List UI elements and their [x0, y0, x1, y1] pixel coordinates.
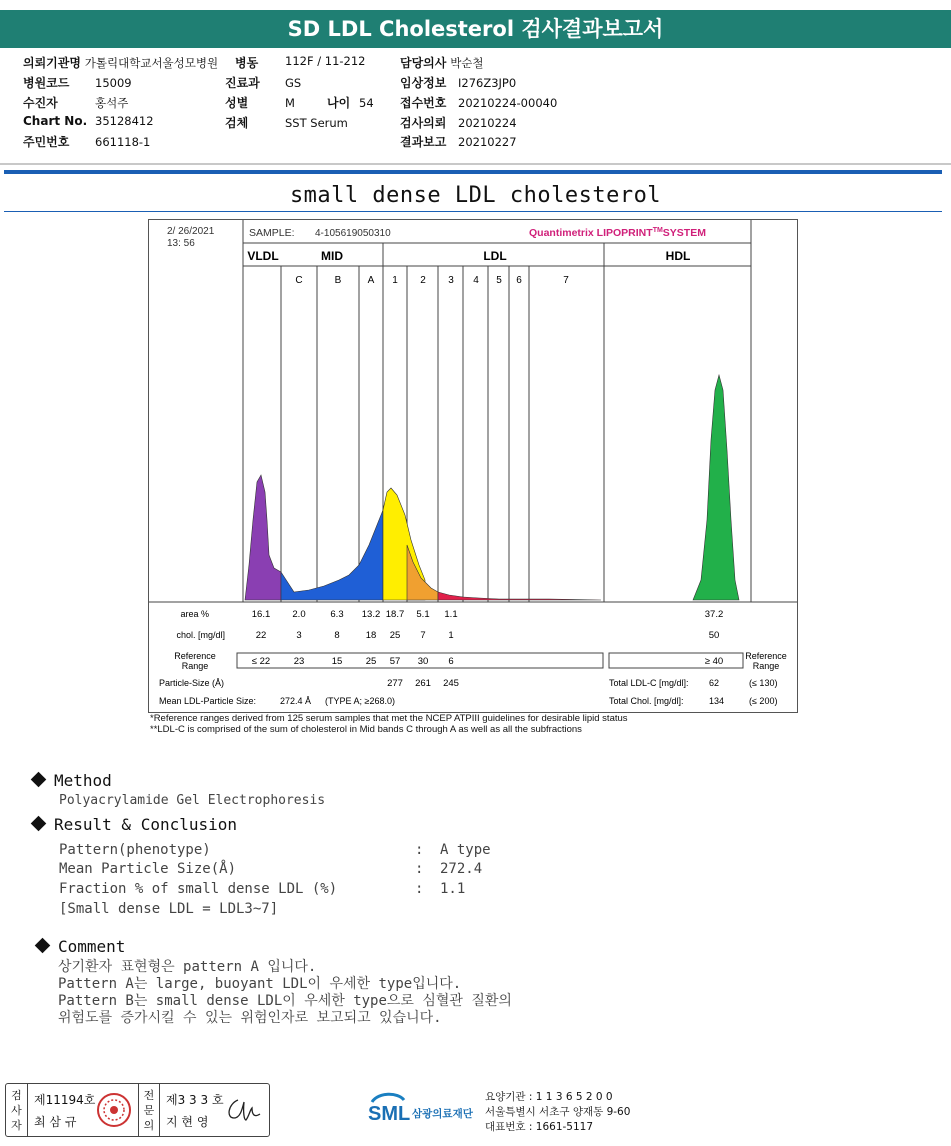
ref-row-label-2: Range — [181, 661, 209, 671]
area-value-A: 13.2 — [361, 609, 381, 620]
colon: : — [415, 861, 424, 877]
chart-no-label: Chart No. — [23, 114, 88, 128]
examiner-no: 제11194호 — [34, 1093, 96, 1107]
mean-size-value: 272.4 Å — [280, 696, 312, 706]
org-info — [485, 1090, 630, 1135]
sex-value: M — [285, 96, 295, 110]
ref-value-C: 23 — [293, 656, 305, 667]
diamond-bullet-icon — [35, 938, 51, 954]
rrn-label: 주민번호 — [23, 135, 70, 149]
age-label: 나이 — [327, 96, 351, 110]
band-label-5: 5 — [496, 275, 502, 286]
specialist-name: 지 현 영 — [166, 1115, 209, 1129]
examiner-name: 최 삼 규 — [34, 1115, 77, 1129]
comment-line: 위험도를 증가시킬 수 있는 위험인자로 보고되고 있습니다. — [58, 1010, 442, 1026]
institution-label: 의뢰기관명 — [23, 56, 81, 70]
band-label-7: 7 — [563, 275, 569, 286]
result-heading: Result & Conclusion — [54, 815, 238, 834]
comment-line: Pattern B는 small dense LDL이 우세한 type으로 심혈관 질환의 — [58, 993, 512, 1009]
specialist-no: 제3 3 3 호 — [166, 1093, 224, 1107]
band-label-3: 3 — [448, 275, 454, 286]
area-row-label: area % — [180, 609, 209, 619]
chol-value-1: 25 — [389, 630, 401, 641]
result-value-pattern: A type — [440, 842, 491, 858]
seal-icon — [96, 1092, 132, 1128]
total-chol-ref: (≤ 200) — [749, 696, 778, 706]
chol-value-VLDL: 22 — [255, 630, 267, 641]
result-note: [Small dense LDL = LDL3~7] — [59, 901, 279, 917]
sml-logo — [368, 1090, 478, 1130]
method-text: Polyacrylamide Gel Electrophoresis — [59, 793, 326, 808]
particle-row-label: Particle-Size (Å) — [159, 678, 225, 688]
brand-name: Quantimetrix LIPOPRINT™SYSTEM — [529, 227, 706, 239]
chol-value-B: 8 — [334, 630, 340, 641]
colon: : — [415, 842, 424, 858]
hospital-code-value: 15009 — [95, 76, 132, 90]
footnotes — [150, 713, 628, 735]
svg-text:삼광의료재단: 삼광의료재단 — [412, 1108, 473, 1120]
result-value-fraction: 1.1 — [440, 881, 466, 897]
comment-line: Pattern A는 large, buoyant LDL이 우세한 type입니다. — [58, 976, 462, 992]
area-value-3: 1.1 — [444, 609, 458, 620]
total-ldl-label: Total LDL-C [mg/dl]: — [609, 678, 689, 688]
chol-value-HDL: 50 — [708, 630, 720, 641]
section-title: small dense LDL cholesterol — [289, 183, 662, 208]
band-label-C: C — [295, 275, 303, 286]
lipoprint-chart — [148, 219, 798, 713]
mean-type: (TYPE A; ≥268.0) — [325, 696, 395, 706]
report-title: SD LDL Cholesterol 검사결과보고서 — [0, 10, 951, 48]
ref-value-1: 57 — [389, 656, 401, 667]
sex-label: 성별 — [225, 96, 249, 110]
result-value-size: 272.4 — [440, 861, 483, 877]
sample-label: SAMPLE: — [249, 227, 295, 239]
ref-value-B: 15 — [331, 656, 343, 667]
doctor-label: 담당의사 — [400, 56, 447, 70]
area-value-C: 2.0 — [292, 609, 306, 620]
particle-size-value: 277 — [387, 678, 403, 689]
result-row-pattern: Pattern(phenotype) — [59, 842, 211, 858]
ref-right-label: Reference — [745, 651, 787, 661]
clinical-label: 임상정보 — [400, 76, 447, 90]
org-address: 서울특별시 서초구 양재동 9-60 — [485, 1106, 631, 1118]
total-ldl-value: 62 — [709, 678, 720, 688]
org-phone: 대표번호 : 1661-5117 — [485, 1121, 594, 1133]
sample-id: 4-105619050310 — [315, 228, 391, 239]
age-value: 54 — [359, 96, 374, 110]
patient-value: 홍석주 — [95, 96, 129, 110]
result-row-fraction: Fraction % of small dense LDL (%) — [59, 881, 338, 897]
comment-line: 상기환자 표현형은 pattern A 입니다. — [58, 959, 317, 975]
examiner-label: 검사자 — [6, 1084, 28, 1136]
divider-blue — [4, 170, 942, 174]
results-table — [159, 609, 787, 706]
ldl3-peak — [438, 592, 601, 600]
particle-size-value: 245 — [443, 678, 459, 689]
dept-label: 진료과 — [225, 76, 260, 90]
diamond-bullet-icon — [31, 816, 47, 832]
vldl-peak — [245, 475, 281, 600]
report-date-value: 20210227 — [458, 135, 517, 149]
band-label-B: B — [334, 275, 342, 286]
total-chol-value: 134 — [709, 696, 725, 706]
group-label-mid: MID — [321, 249, 343, 263]
chol-row-label: chol. [mg/dl] — [176, 630, 225, 640]
group-label-vldl: VLDL — [247, 249, 279, 263]
method-section — [30, 771, 325, 808]
band-labels — [295, 275, 569, 286]
ref-value-HDL: ≥ 40 — [704, 656, 724, 667]
comment-heading: Comment — [58, 937, 126, 956]
ref-value-2: 30 — [417, 656, 429, 667]
band-label-A: A — [367, 275, 375, 286]
specimen-label: 검체 — [225, 116, 249, 130]
divider-thin — [4, 211, 942, 212]
footnote-2: **LDL-C is comprised of the sum of cholesterol in Mid bands C through A as well as all the subfractions — [150, 724, 582, 735]
svg-text:SML: SML — [368, 1103, 411, 1125]
ref-row-label: Reference — [174, 651, 216, 661]
area-value-1: 18.7 — [385, 609, 405, 620]
chol-value-C: 3 — [296, 630, 302, 641]
footnote-1: *Reference ranges derived from 125 serum samples that met the NCEP ATPIII guidelines for desirable lipid status — [150, 713, 628, 724]
area-value-HDL: 37.2 — [704, 609, 724, 620]
comment-text — [58, 959, 512, 1027]
diamond-bullet-icon — [31, 772, 47, 788]
chart-time: 13: 56 — [167, 238, 195, 249]
band-dividers — [281, 243, 604, 602]
signature-box — [5, 1083, 270, 1137]
chart-no-value: 35128412 — [95, 114, 154, 128]
sml-logo-icon — [368, 1090, 478, 1126]
colon: : — [415, 881, 424, 897]
specimen-value: SST Serum — [285, 116, 348, 130]
chol-value-A: 18 — [365, 630, 377, 641]
ward-label: 병동 — [235, 56, 259, 70]
mid-peak — [281, 510, 383, 600]
particle-size-value: 261 — [415, 678, 431, 689]
total-chol-label: Total Chol. [mg/dl]: — [609, 696, 684, 706]
ref-value-VLDL: ≤ 22 — [251, 656, 271, 667]
ref-right-label-2: Range — [752, 661, 780, 671]
group-label-hdl: HDL — [665, 249, 691, 263]
area-value-VLDL: 16.1 — [251, 609, 271, 620]
chol-value-3: 1 — [448, 630, 454, 641]
doctor-value: 박순철 — [450, 56, 484, 70]
patient-label: 수진자 — [23, 96, 58, 110]
band-label-2: 2 — [420, 275, 426, 286]
chol-value-2: 7 — [420, 630, 426, 641]
request-value: 20210224 — [458, 116, 517, 130]
ward-value: 112F / 11-212 — [285, 54, 366, 68]
band-label-1: 1 — [392, 275, 398, 286]
lipoprint-svg — [149, 220, 797, 712]
comment-section — [34, 937, 125, 956]
receipt-label: 접수번호 — [400, 96, 447, 110]
rrn-value: 661118-1 — [95, 135, 151, 149]
electrophoresis-trace — [245, 375, 739, 600]
hospital-code-label: 병원코드 — [23, 76, 70, 90]
band-label-4: 4 — [473, 275, 479, 286]
request-label: 검사의뢰 — [400, 116, 447, 130]
receipt-value: 20210224-00040 — [458, 96, 558, 110]
ref-value-3: 6 — [448, 656, 454, 667]
result-section — [30, 815, 237, 834]
result-row-size: Mean Particle Size(Å) — [59, 861, 237, 877]
org-code: 요양기관 : 1 1 3 6 5 2 0 0 — [485, 1091, 613, 1103]
chart-date: 2/ 26/2021 — [167, 226, 215, 237]
report-date-label: 결과보고 — [400, 135, 447, 149]
clinical-value: I276Z3JP0 — [458, 76, 517, 90]
band-label-6: 6 — [516, 275, 522, 286]
divider — [0, 163, 951, 165]
area-value-2: 5.1 — [416, 609, 430, 620]
hdl-peak — [693, 375, 739, 600]
method-heading: Method — [54, 771, 112, 790]
area-value-B: 6.3 — [330, 609, 344, 620]
ref-value-A: 25 — [365, 656, 377, 667]
total-ldl-ref: (≤ 130) — [749, 678, 778, 688]
group-label-ldl: LDL — [483, 249, 507, 263]
mean-row-label: Mean LDL-Particle Size: — [159, 696, 257, 706]
signature-icon — [224, 1096, 264, 1124]
institution-value: 가톨릭대학교서울성모병원 — [84, 56, 219, 70]
dept-value: GS — [285, 76, 302, 90]
specialist-label: 전문의 — [138, 1084, 160, 1136]
